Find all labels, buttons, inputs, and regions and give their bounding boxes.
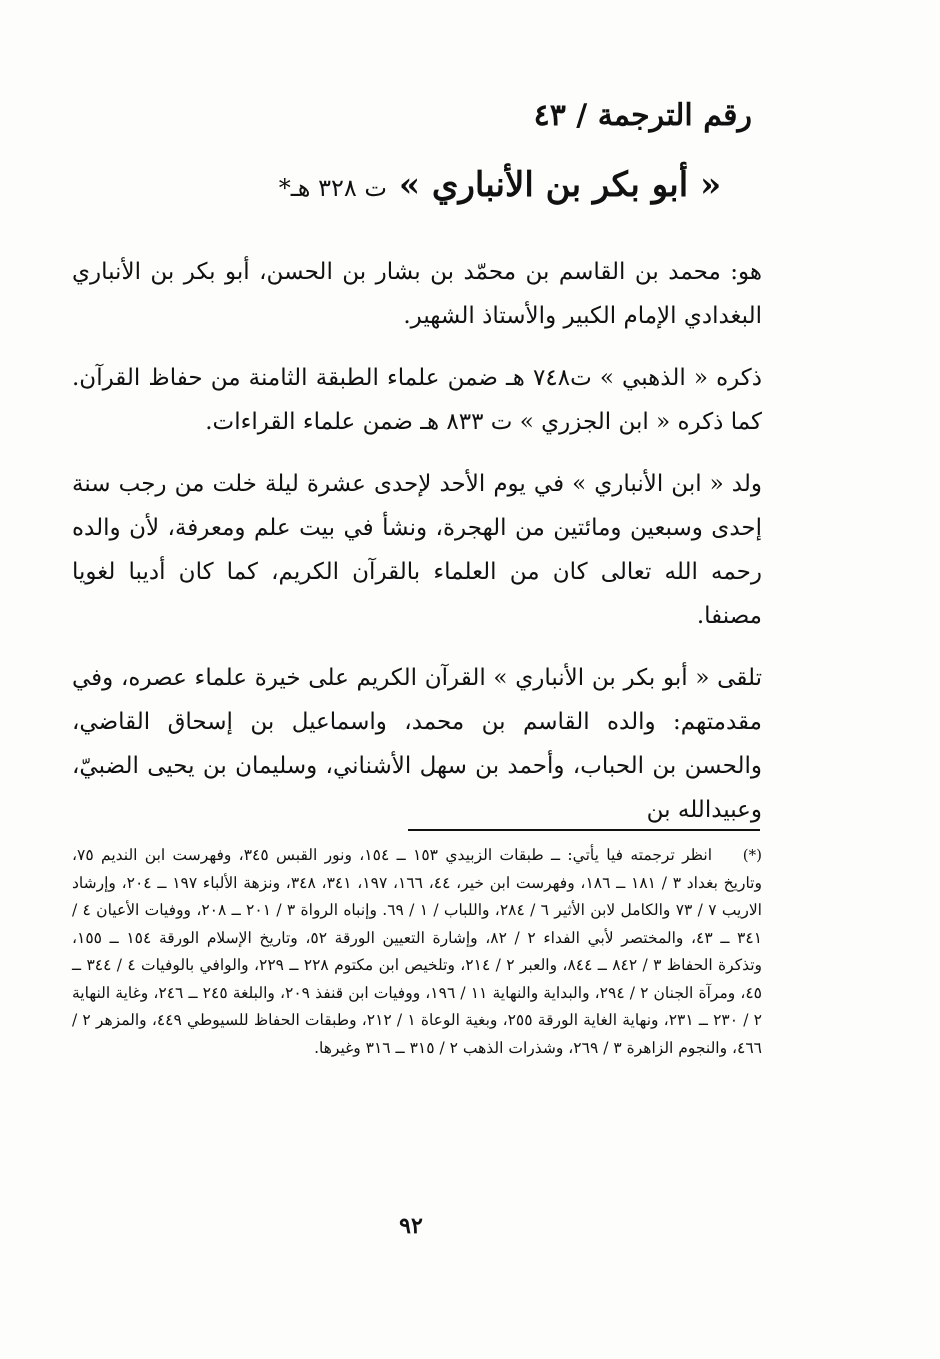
title-name: « أبو بكر بن الأنباري » xyxy=(398,165,722,205)
footnote-divider xyxy=(408,829,760,831)
footnote-marker: (*) xyxy=(742,846,762,864)
page-number: ٩٢ xyxy=(399,1213,423,1239)
paragraph-mentions: ذكره « الذهبي » ت٧٤٨ هـ ضمن علماء الطبقة الثامنة من حفاظ القرآن. كما ذكره « ابن الجزري » ت ٨٣٣ هـ ضمن علماء القراءات. xyxy=(72,365,763,435)
footnote xyxy=(72,842,762,1062)
paragraph-teachers: تلقى « أبو بكر بن الأنباري » القرآن الكريم على خيرة علماء عصره، وفي مقدمتهم: والده القاسم بن محمد، واسماعيل بن إسحاق القاضي، والحسن بن الحباب، وأحمد بن سهل الأشناني، وسليمان بن يحيى الضبيّ، وعبيدالله بن xyxy=(72,665,762,823)
footnote-text: انظر ترجمته فيا يأتي: ــ طبقات الزبيدي ١٥٣ ــ ١٥٤، ونور القبس ٣٤٥، وفهرست ابن النديم ٧٥، وتاريخ بغداد ٣ / ١٨١ ــ ١٨٦، وفهرست ابن خير، ٤٤، ١٦٦، ١٩٧، ٣٤١، ٣٤٨، ونزهة الألباء ١٩٧ ــ ٢٠٤، وإرشاد الاريب ٧ / ٧٣ والكامل لابن الأثير ٦ / ٢٨٤، واللباب / ١ / ٦٩. وإنباه الرواة ٣ / ٢٠١ ــ ٢٠٨، ووفيات الأعيان ٤ / ٣٤١ ــ ٤٣، والمختصر لأبي الفداء ٢ / ٨٢، وإشارة التعيين الورقة ٥٢، وتاريخ الإسلام الورقة ١٥٤ ــ ١٥٥، وتذكرة الحفاظ ٣ / ٨٤٢ ــ ٨٤٤، والعبر ٢ / ٢١٤، وتلخيص ابن مكتوم ٢٢٨ ــ ٢٢٩، والوافي بالوفيات ٤ / ٣٤٤ ــ ٤٥، ومرآة الجنان ٢ / ٢٩٤، والبداية والنهاية ١١ / ١٩٦، ووفيات ابن قنفذ ٢٠٩، والبلغة ٢٤٥ ــ ٢٤٦، وغاية النهاية ٢ / ٢٣٠ ــ ٢٣١، ونهاية الغاية الورقة ٢٥٥، وبغية الوعاة ١ / ٢١٢، وطبقات الحفاظ للسيوطي ٤٤٩، والمزهر ٢ / ٤٦٦، والنجوم الزاهرة ٣ / ٢٦٩، وشذرات الذهب ٢ / ٣١٥ ــ ٣١٦ وغيرها. xyxy=(72,846,763,1057)
biography-body xyxy=(72,250,762,850)
biography-title xyxy=(120,165,880,205)
paragraph-identity: هو: محمد بن القاسم بن محمّد بن بشار بن الحسن، أبو بكر بن الأنباري البغدادي الإمام الكبير والأستاذ الشهير. xyxy=(72,259,762,329)
paragraph-birth: ولد « ابن الأنباري » في يوم الأحد لإحدى عشرة ليلة خلت من رجب سنة إحدى وسبعين ومائتين من الهجرة، ونشأ في بيت علم ومعرفة، لأن والده رحمه الله تعالى كان من العلماء بالقرآن الكريم، كما كان أديبا لغويا مصنفا. xyxy=(72,471,762,629)
title-death-date: ت ٣٢٨ هـ* xyxy=(278,174,387,202)
entry-number-heading: رقم الترجمة / ٤٣ xyxy=(533,98,752,133)
